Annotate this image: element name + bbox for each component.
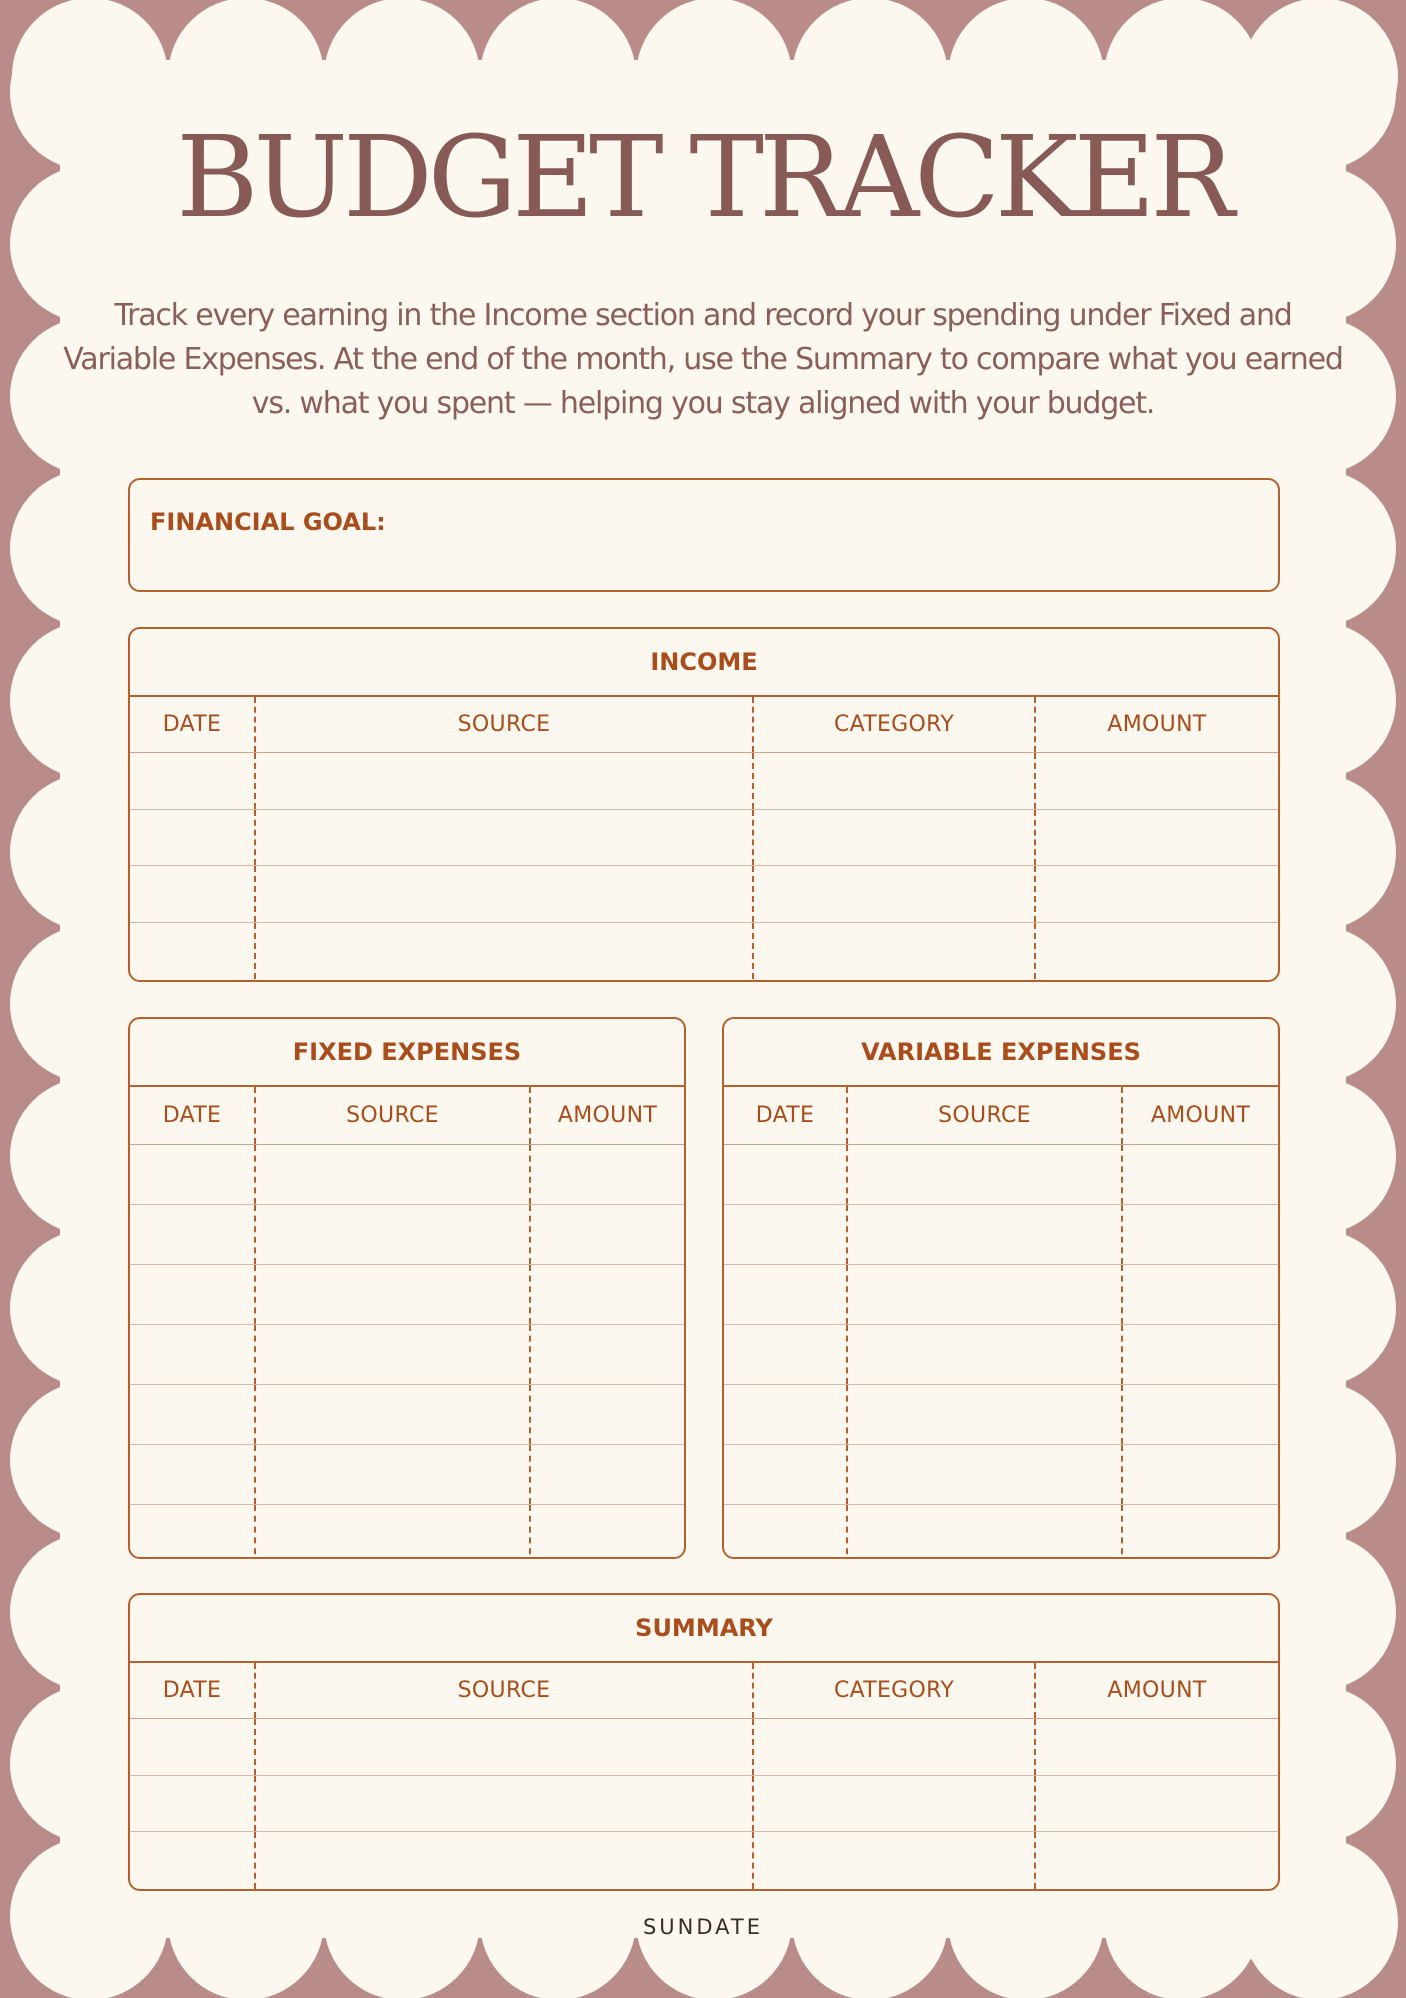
page-description (60, 294, 1346, 426)
summary-cell[interactable] (752, 1832, 1034, 1889)
income-col-amount: AMOUNT (1034, 697, 1278, 752)
summary-cell[interactable] (254, 1776, 752, 1832)
variable-expenses-row (724, 1385, 1278, 1445)
summary-rows (130, 1719, 1278, 1889)
financial-goal-label: FINANCIAL GOAL: (150, 508, 386, 536)
fixed-col-amount: AMOUNT (529, 1087, 684, 1144)
income-title: INCOME (130, 629, 1278, 697)
variable-expenses-row (724, 1265, 1278, 1325)
income-cell[interactable] (130, 923, 254, 980)
income-cell[interactable] (254, 810, 752, 866)
income-cell[interactable] (130, 753, 254, 809)
summary-col-amount: AMOUNT (1034, 1663, 1278, 1718)
income-cell[interactable] (752, 810, 1034, 866)
income-cell[interactable] (752, 923, 1034, 980)
variable-col-date: DATE (755, 1103, 815, 1128)
variable-expenses-cell[interactable] (724, 1265, 846, 1324)
fixed-expenses-row (130, 1505, 684, 1559)
variable-expenses-title: VARIABLE EXPENSES (724, 1019, 1278, 1087)
summary-cell[interactable] (130, 1776, 254, 1832)
fixed-expenses-cell[interactable] (529, 1385, 684, 1444)
income-row (130, 810, 1278, 867)
variable-expenses-rows (724, 1145, 1278, 1559)
summary-col-category: CATEGORY (752, 1663, 1034, 1718)
variable-expenses-cell[interactable] (724, 1385, 846, 1444)
income-column-headers (130, 697, 1278, 753)
variable-expenses-cell[interactable] (724, 1145, 846, 1204)
fixed-expenses-cell[interactable] (130, 1445, 254, 1504)
fixed-expenses-cell[interactable] (254, 1145, 529, 1204)
fixed-expenses-cell[interactable] (130, 1205, 254, 1264)
variable-expenses-cell[interactable] (846, 1445, 1121, 1504)
variable-expenses-cell[interactable] (846, 1505, 1121, 1559)
summary-row (130, 1832, 1278, 1889)
variable-expenses-cell[interactable] (724, 1505, 846, 1559)
income-cell[interactable] (1034, 810, 1278, 866)
income-row (130, 923, 1278, 980)
summary-cell[interactable] (254, 1832, 752, 1889)
fixed-expenses-cell[interactable] (529, 1325, 684, 1384)
summary-col-date: DATE (162, 1678, 222, 1703)
summary-cell[interactable] (1034, 1832, 1278, 1889)
income-cell[interactable] (752, 866, 1034, 922)
variable-expenses-row (724, 1325, 1278, 1385)
fixed-expenses-cell[interactable] (130, 1325, 254, 1384)
summary-cell[interactable] (752, 1719, 1034, 1775)
summary-cell[interactable] (1034, 1719, 1278, 1775)
variable-expenses-cell[interactable] (846, 1145, 1121, 1204)
variable-expenses-cell[interactable] (846, 1265, 1121, 1324)
income-row (130, 866, 1278, 923)
fixed-expenses-cell[interactable] (254, 1385, 529, 1444)
summary-cell[interactable] (1034, 1776, 1278, 1832)
fixed-expenses-row (130, 1145, 684, 1205)
fixed-expenses-cell[interactable] (529, 1145, 684, 1204)
fixed-expenses-cell[interactable] (529, 1505, 684, 1559)
summary-row (130, 1776, 1278, 1833)
income-cell[interactable] (130, 866, 254, 922)
summary-cell[interactable] (752, 1776, 1034, 1832)
variable-expenses-row (724, 1505, 1278, 1559)
fixed-expenses-cell[interactable] (529, 1205, 684, 1264)
fixed-col-date: DATE (162, 1103, 222, 1128)
fixed-expenses-cell[interactable] (529, 1265, 684, 1324)
variable-expenses-cell[interactable] (846, 1385, 1121, 1444)
summary-col-source: SOURCE (254, 1663, 752, 1718)
variable-expenses-cell[interactable] (724, 1205, 846, 1264)
summary-cell[interactable] (254, 1719, 752, 1775)
summary-title: SUMMARY (130, 1595, 1278, 1663)
summary-table (128, 1593, 1280, 1891)
variable-col-amount: AMOUNT (1121, 1087, 1278, 1144)
fixed-expenses-table (128, 1017, 686, 1559)
income-col-date: DATE (162, 712, 222, 737)
income-cell[interactable] (254, 923, 752, 980)
summary-column-headers (130, 1663, 1278, 1719)
fixed-expenses-row (130, 1205, 684, 1265)
variable-expenses-cell[interactable] (1121, 1385, 1278, 1444)
variable-expenses-cell[interactable] (1121, 1325, 1278, 1384)
fixed-expenses-cell[interactable] (130, 1385, 254, 1444)
summary-cell[interactable] (130, 1719, 254, 1775)
variable-expenses-row (724, 1205, 1278, 1265)
variable-expenses-table (722, 1017, 1280, 1559)
income-cell[interactable] (1034, 753, 1278, 809)
fixed-expenses-cell[interactable] (254, 1265, 529, 1324)
summary-row (130, 1719, 1278, 1776)
variable-expenses-cell[interactable] (1121, 1445, 1278, 1504)
fixed-expenses-row (130, 1445, 684, 1505)
income-col-category: CATEGORY (752, 697, 1034, 752)
summary-cell[interactable] (130, 1832, 254, 1889)
income-cell[interactable] (752, 753, 1034, 809)
variable-expenses-cell[interactable] (724, 1445, 846, 1504)
description-line-2: Variable Expenses. At the end of the month, use the Summary to compare what you earned (63, 342, 1343, 377)
fixed-expenses-row (130, 1265, 684, 1325)
variable-expenses-row (724, 1445, 1278, 1505)
fixed-expenses-cell[interactable] (130, 1505, 254, 1559)
variable-expenses-cell[interactable] (1121, 1205, 1278, 1264)
brand-footer: SUNDATE (642, 1915, 764, 1939)
variable-expenses-cell[interactable] (1121, 1265, 1278, 1324)
income-cell[interactable] (1034, 923, 1278, 980)
fixed-expenses-title: FIXED EXPENSES (130, 1019, 684, 1087)
variable-expenses-cell[interactable] (1121, 1145, 1278, 1204)
income-table (128, 627, 1280, 982)
variable-expenses-cell[interactable] (724, 1325, 846, 1384)
income-col-source: SOURCE (254, 697, 752, 752)
fixed-expenses-cell[interactable] (130, 1265, 254, 1324)
fixed-expenses-row (130, 1385, 684, 1445)
fixed-expenses-cell[interactable] (529, 1445, 684, 1504)
variable-expenses-cell[interactable] (1121, 1505, 1278, 1559)
fixed-expenses-cell[interactable] (254, 1205, 529, 1264)
fixed-expenses-cell[interactable] (130, 1145, 254, 1204)
fixed-expenses-cell[interactable] (254, 1445, 529, 1504)
description-line-3: vs. what you spent — helping you stay aligned with your budget. (251, 386, 1155, 421)
variable-col-source: SOURCE (846, 1087, 1121, 1144)
income-row (130, 753, 1278, 810)
income-cell[interactable] (1034, 866, 1278, 922)
variable-expenses-row (724, 1145, 1278, 1205)
income-cell[interactable] (254, 753, 752, 809)
financial-goal-box[interactable] (128, 478, 1280, 592)
income-cell[interactable] (254, 866, 752, 922)
income-rows (130, 753, 1278, 979)
fixed-expenses-row (130, 1325, 684, 1385)
fixed-expenses-cell[interactable] (254, 1325, 529, 1384)
page-title: BUDGET TRACKER (176, 113, 1230, 243)
description-line-1: Track every earning in the Income section and record your spending under Fixed and (114, 298, 1292, 333)
fixed-expenses-cell[interactable] (254, 1505, 529, 1559)
variable-expenses-cell[interactable] (846, 1205, 1121, 1264)
variable-expenses-column-headers (724, 1087, 1278, 1145)
fixed-expenses-rows (130, 1145, 684, 1559)
fixed-expenses-column-headers (130, 1087, 684, 1145)
fixed-col-source: SOURCE (254, 1087, 529, 1144)
income-cell[interactable] (130, 810, 254, 866)
variable-expenses-cell[interactable] (846, 1325, 1121, 1384)
